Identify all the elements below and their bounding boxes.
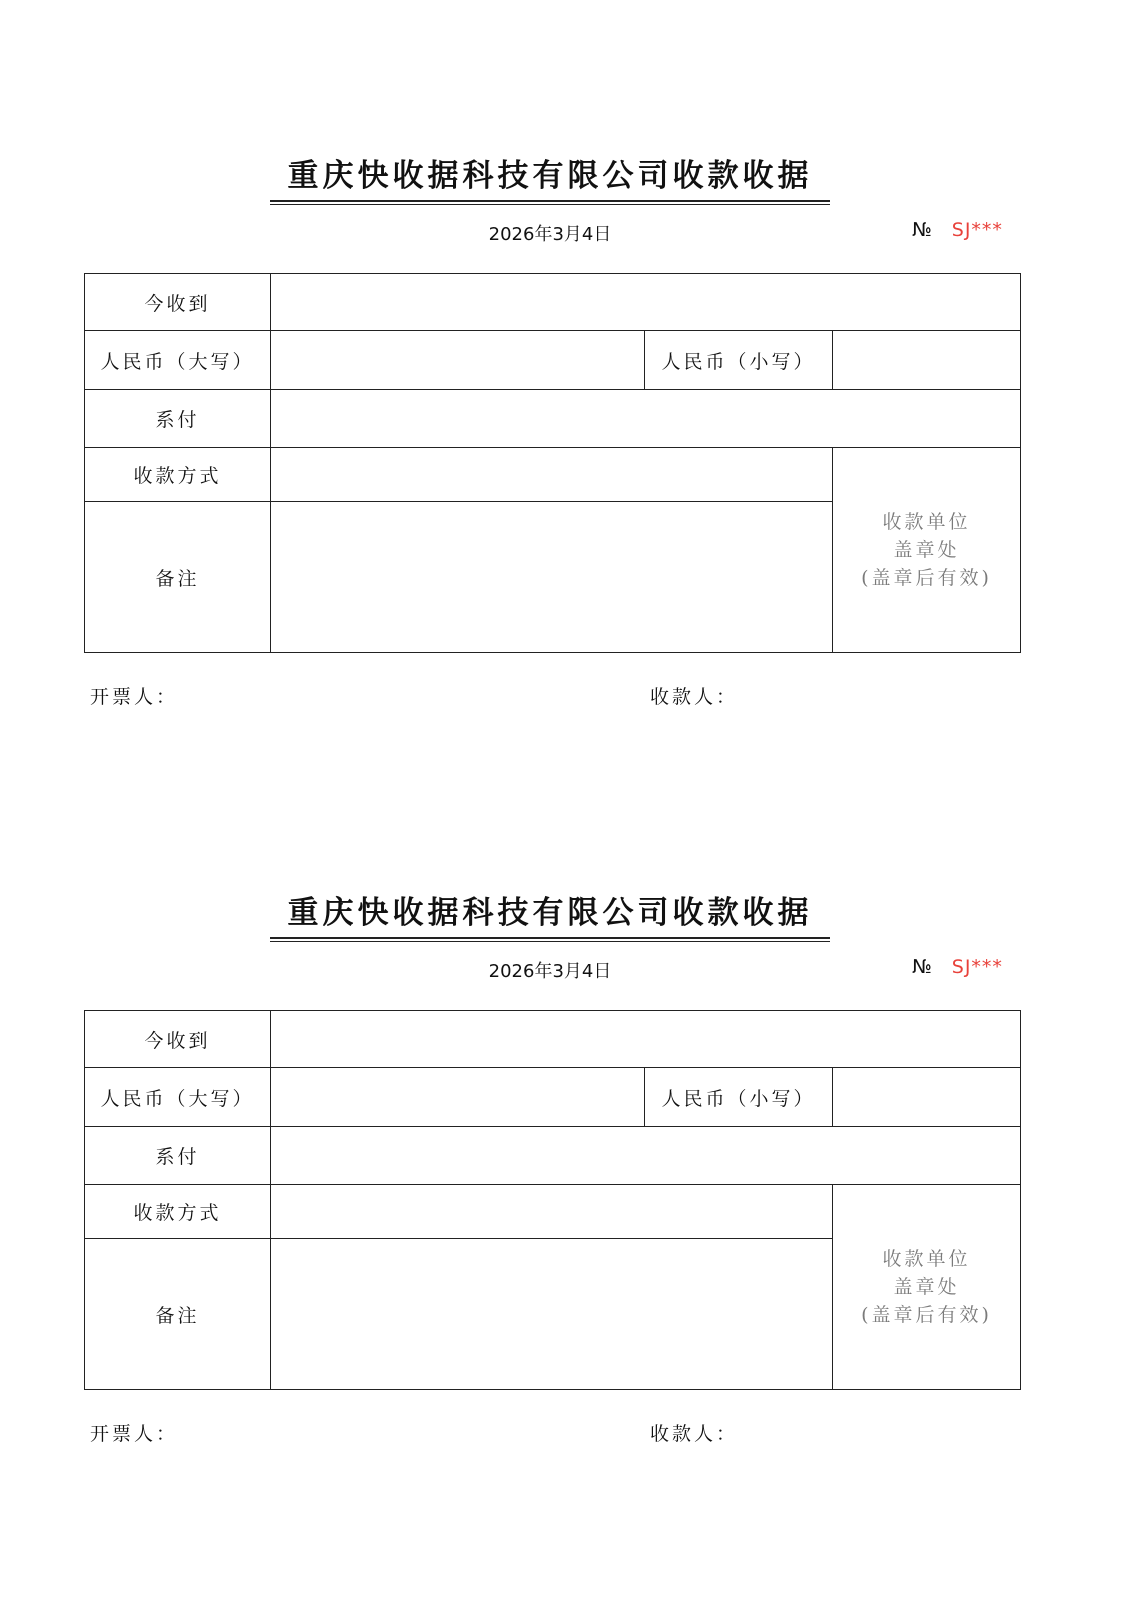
field-rmb-lower[interactable]: [833, 331, 1021, 390]
receipt-date: 2026年3月4日: [488, 224, 612, 245]
label-paid-for: 系付: [85, 1127, 271, 1185]
receipt-title: 重庆快收据科技有限公司收款收据: [287, 158, 813, 194]
receipt-table: [84, 1010, 1021, 1390]
title-underline: [270, 200, 830, 205]
title-underline: [270, 937, 830, 942]
receipt-number: [912, 219, 1003, 241]
field-remarks[interactable]: [271, 1239, 833, 1390]
label-received-from: 今收到: [85, 1011, 271, 1068]
stamp-area: [833, 1185, 1021, 1390]
field-received-from[interactable]: [271, 1011, 1021, 1068]
field-rmb-lower[interactable]: [833, 1068, 1021, 1127]
stamp-line-3: (盖章后有效): [861, 1304, 992, 1326]
field-paid-for[interactable]: [271, 1127, 1021, 1185]
label-rmb-upper: 人民币（大写）: [85, 1068, 271, 1127]
receipt-table: [84, 273, 1021, 653]
receipt-date: 2026年3月4日: [488, 961, 612, 982]
number-value: SJ***: [951, 219, 1003, 241]
number-label: №: [912, 219, 932, 241]
stamp-line-1: 收款单位: [882, 1248, 971, 1270]
label-rmb-lower: 人民币（小写）: [645, 331, 833, 390]
field-payment-method[interactable]: [271, 1185, 833, 1239]
number-label: №: [912, 956, 932, 978]
receipt-title: 重庆快收据科技有限公司收款收据: [287, 895, 813, 931]
label-rmb-upper: 人民币（大写）: [85, 331, 271, 390]
label-rmb-lower: 人民币（小写）: [645, 1068, 833, 1127]
payee-label: 收款人：: [650, 1423, 739, 1445]
field-remarks[interactable]: [271, 502, 833, 653]
stamp-line-3: (盖章后有效): [861, 567, 992, 589]
receipt-2: [0, 737, 1131, 1445]
stamp-line-2: 盖章处: [893, 539, 960, 561]
receipt-number: [912, 956, 1003, 978]
field-paid-for[interactable]: [271, 390, 1021, 448]
label-remarks: 备注: [85, 502, 271, 653]
label-payment-method: 收款方式: [85, 448, 271, 502]
label-received-from: 今收到: [85, 274, 271, 331]
issuer-label: 开票人：: [90, 686, 179, 708]
field-rmb-upper[interactable]: [271, 1068, 645, 1127]
stamp-line-1: 收款单位: [882, 511, 971, 533]
stamp-line-2: 盖章处: [893, 1276, 960, 1298]
issuer-label: 开票人：: [90, 1423, 179, 1445]
label-paid-for: 系付: [85, 390, 271, 448]
receipt-1: [0, 0, 1131, 708]
field-received-from[interactable]: [271, 274, 1021, 331]
field-payment-method[interactable]: [271, 448, 833, 502]
number-value: SJ***: [951, 956, 1003, 978]
payee-label: 收款人：: [650, 686, 739, 708]
label-remarks: 备注: [85, 1239, 271, 1390]
field-rmb-upper[interactable]: [271, 331, 645, 390]
label-payment-method: 收款方式: [85, 1185, 271, 1239]
stamp-area: [833, 448, 1021, 653]
